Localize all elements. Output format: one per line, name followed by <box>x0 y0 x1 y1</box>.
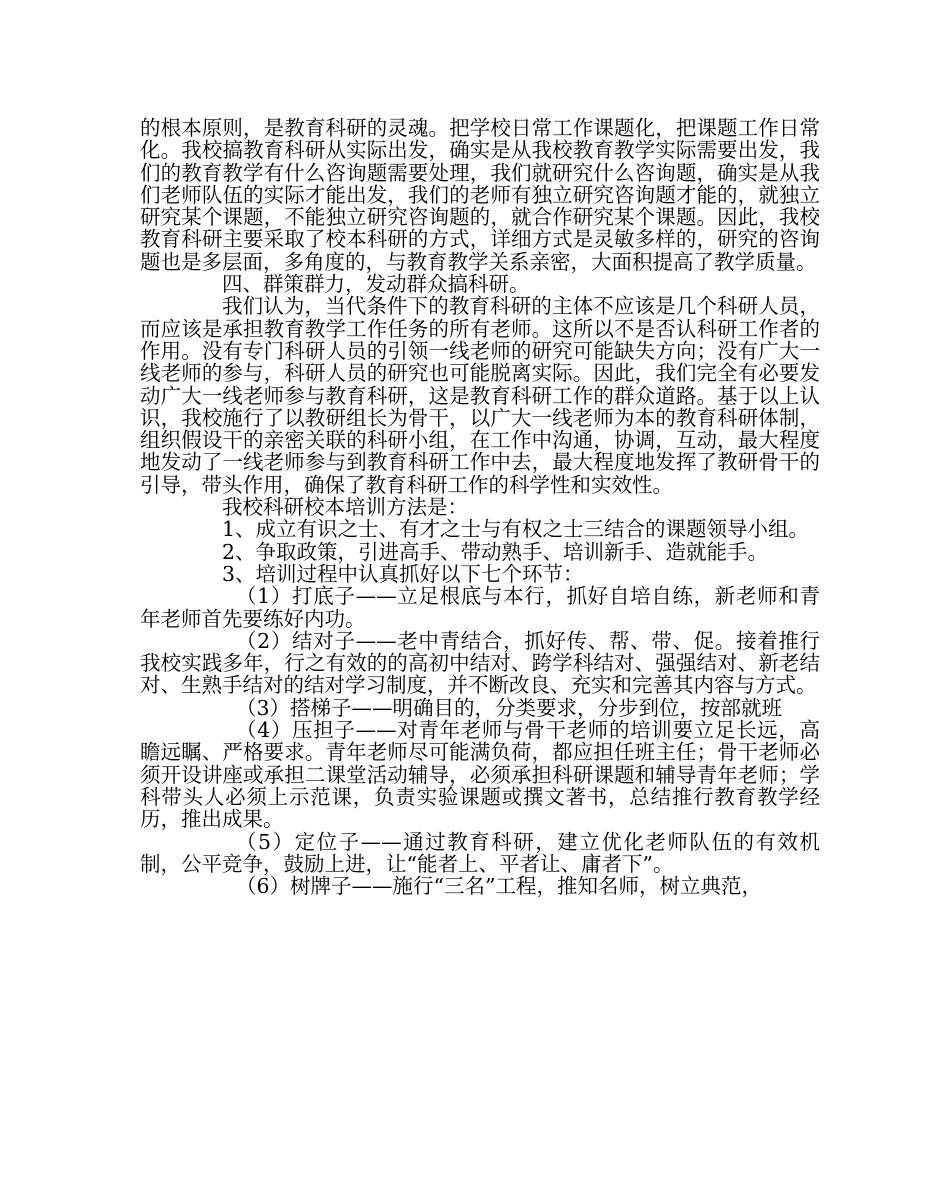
document-body <box>140 117 820 897</box>
sub-item-1: （1）打底子——立足根底与本行，抓好自培自练，新老师和青年老师首先要练好内功。 <box>140 584 820 631</box>
sub-item-5: （5）定位子——通过教育科研，建立优化老师队伍的有效机制，公平竞争，鼓励上进，让“能者上、平者让、庸者下”。 <box>140 829 820 876</box>
list-item-3: 3、培训过程中认真抓好以下七个环节： <box>222 561 584 586</box>
sub-item-4: （4）压担子——对青年老师与骨干老师的培训要立足长远，高瞻远瞩、严格要求。青年老师尽可能满负荷，都应担任班主任；骨干老师必须开设讲座或承担二课堂活动辅导，必须承担科研课题和辅导青年老师；学科带头人必须上示范课，负责实验课题或撰文著书，总结推行教育教学经历，推出成果。 <box>140 718 820 832</box>
heading-section-four: 四、群策群力，发动群众搞科研。 <box>222 272 530 297</box>
paragraph-research-principle: 的根本原则，是教育科研的灵魂。把学校日常工作课题化，把课题工作日常化。我校搞教育科研从实际出发，确实是从我校教育教学实际需要出发，我们的教育教学有什么咨询题需要处理，我们就研究什么咨询题，确实是从我们老师队伍的实际才能出发，我们的老师有独立研究咨询题才能的，就独立研究某个课题，不能独立研究咨询题的，就合作研究某个课题。因此，我校教育科研主要采取了校本科研的方式，详细方式是灵敏多样的，研究的咨询题也是多层面，多角度的，与教育教学关系亲密，大面积提高了教学质量。 <box>140 116 820 274</box>
sub-item-2: （2）结对子——老中青结合，抓好传、帮、带、促。接着推行我校实践多年，行之有效的的高初中结对、跨学科结对、强强结对、新老结对、生熟手结对的结对学习制度，并不断改良、充实和完善其内容与方式。 <box>140 628 820 698</box>
paragraph-training-methods-intro: 我校科研校本培训方法是： <box>222 495 468 520</box>
sub-item-3: （3）搭梯子——明确目的，分类要求，分步到位，按部就班 <box>236 695 783 720</box>
list-item-1: 1、成立有识之士、有才之士与有权之士三结合的课题领导小组。 <box>222 517 810 542</box>
sub-item-6: （6）树牌子——施行“三名”工程，推知名师，树立典范， <box>236 874 763 899</box>
list-item-2: 2、争取政策，引进高手、带动熟手、培训新手、造就能手。 <box>222 539 769 564</box>
paragraph-teacher-participation: 我们认为，当代条件下的教育科研的主体不应该是几个科研人员，而应该是承担教育教学工作任务的所有老师。这所以不是否认科研工作者的作用。没有专门科研人员的引领一线老师的研究可能缺失方向；没有广大一线老师的参与，科研人员的研究也可能脱离实际。因此，我们完全有必要发动广大一线老师参与教育科研，这是教育科研工作的群众道路。基于以上认识，我校施行了以教研组长为骨干，以广大一线老师为本的教育科研体制，组织假设干的亲密关联的科研小组，在工作中沟通，协调，互动，最大程度地发动了一线老师参与到教育科研工作中去，最大程度地发挥了教研骨干的引导，带头作用，确保了教育科研工作的科学性和实效性。 <box>140 294 820 497</box>
